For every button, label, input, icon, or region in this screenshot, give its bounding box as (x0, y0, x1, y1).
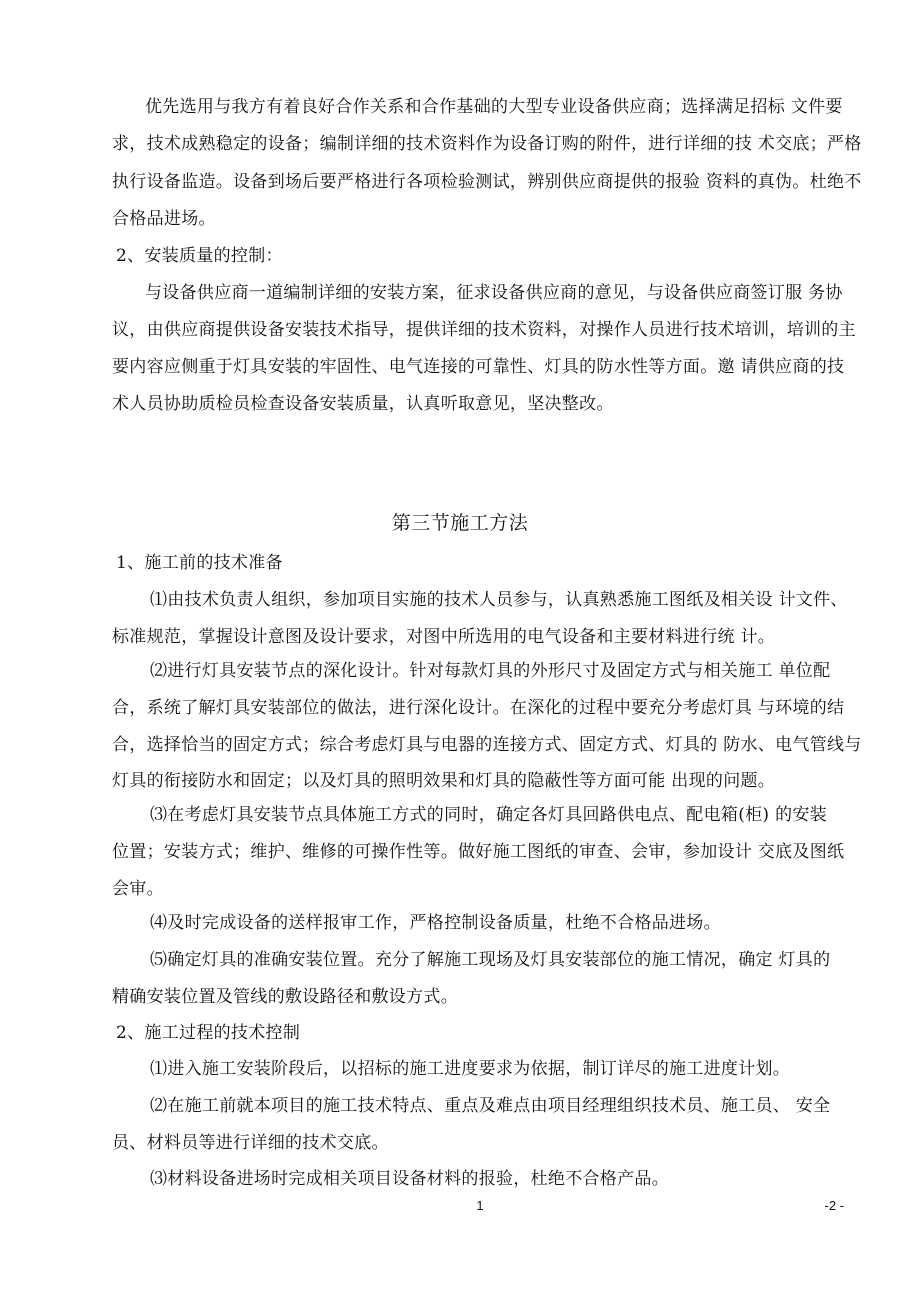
list-item-line: 合，选择恰当的固定方式；综合考虑灯具与电器的连接方式、固定方式、灯具的 防水、电气管线与 (112, 735, 862, 755)
section-title: 第三节施工方法 (391, 512, 529, 534)
list-item-line: 员、材料员等进行详细的技术交底。 (112, 1133, 389, 1153)
list-item-line: ⑵在施工前就本项目的施工技术特点、重点及难点由项目经理组织技术员、施工员、 安全 (150, 1096, 831, 1116)
list-item-line: ⑷及时完成设备的送样报审工作，严格控制设备质量，杜绝不合格品进场。 (150, 913, 721, 933)
paragraph-line: 求，技术成熟稳定的设备；编制详细的技术资料作为设备订购的附件，进行详细的技 术交底；严格 (112, 134, 862, 154)
paragraph-line: 与设备供应商一道编制详细的安装方案，征求设备供应商的意见，与设备供应商签订服 务协 (145, 283, 843, 303)
list-item-line: 位置；安装方式；维护、维修的可操作性等。做好施工图纸的审查、会审，参加设计 交底及图纸 (112, 842, 845, 862)
subsection-heading: 1、施工前的技术准备 (116, 553, 283, 573)
subsection-heading: 2、施工过程的技术控制 (116, 1023, 301, 1043)
paragraph-line: 要内容应侧重于灯具安装的牢固性、电气连接的可靠性、灯具的防水性等方面。邀 请供应商的技 (112, 357, 845, 377)
list-item-line: ⑴进入施工安装阶段后，以招标的施工进度要求为依据，制订详尽的施工进度计划。 (150, 1059, 791, 1079)
list-item-line: ⑶材料设备进场时完成相关项目设备材料的报验，杜绝不合格产品。 (150, 1169, 669, 1189)
paragraph-line: 优先选用与我方有着良好合作关系和合作基础的大型专业设备供应商；选择满足招标 文件要 (145, 97, 843, 117)
list-item-line: 精确安装位置及管线的敷设路径和敷设方式。 (112, 987, 458, 1007)
page-label: -2 - (824, 1198, 844, 1213)
list-item-line: ⑴由技术负责人组织，参加项目实施的技术人员参与，认真熟悉施工图纸及相关设 计文件、 (150, 590, 848, 610)
paragraph-line: 执行设备监造。设备到场后要严格进行各项检验测试，辨别供应商提供的报验 资料的真伪。杜绝不 (112, 172, 862, 192)
page-number: 1 (476, 1198, 484, 1213)
list-item-line: 标准规范，掌握设计意图及设计要求，对图中所选用的电气设备和主要材料进行统 计。 (112, 627, 776, 647)
paragraph-line: 术人员协助质检员检查设备安装质量，认真听取意见，坚决整改。 (112, 394, 614, 414)
list-item-line: 灯具的衔接防水和固定；以及灯具的照明效果和灯具的隐蔽性等方面可能 出现的问题。 (112, 771, 776, 791)
list-item-line: ⑸确定灯具的准确安装位置。充分了解施工现场及灯具安装部位的施工情况，确定 灯具的 (150, 950, 831, 970)
section-heading: 2、安装质量的控制： (116, 246, 283, 266)
list-item-line: 会审。 (112, 879, 164, 899)
list-item-line: ⑵进行灯具安装节点的深化设计。针对每款灯具的外形尺寸及固定方式与相关施工 单位配 (150, 661, 831, 681)
list-item-line: ⑶在考虑灯具安装节点具体施工方式的同时，确定各灯具回路供电点、配电箱(柜) 的安装 (150, 805, 827, 825)
paragraph-line: 议，由供应商提供设备安装技术指导，提供详细的技术资料，对操作人员进行技术培训，培训的主 (112, 320, 856, 340)
list-item-line: 合，系统了解灯具安装部位的做法，进行深化设计。在深化的过程中要充分考虑灯具 与环境的结 (112, 698, 845, 718)
paragraph-line: 合格品进场。 (112, 209, 216, 229)
